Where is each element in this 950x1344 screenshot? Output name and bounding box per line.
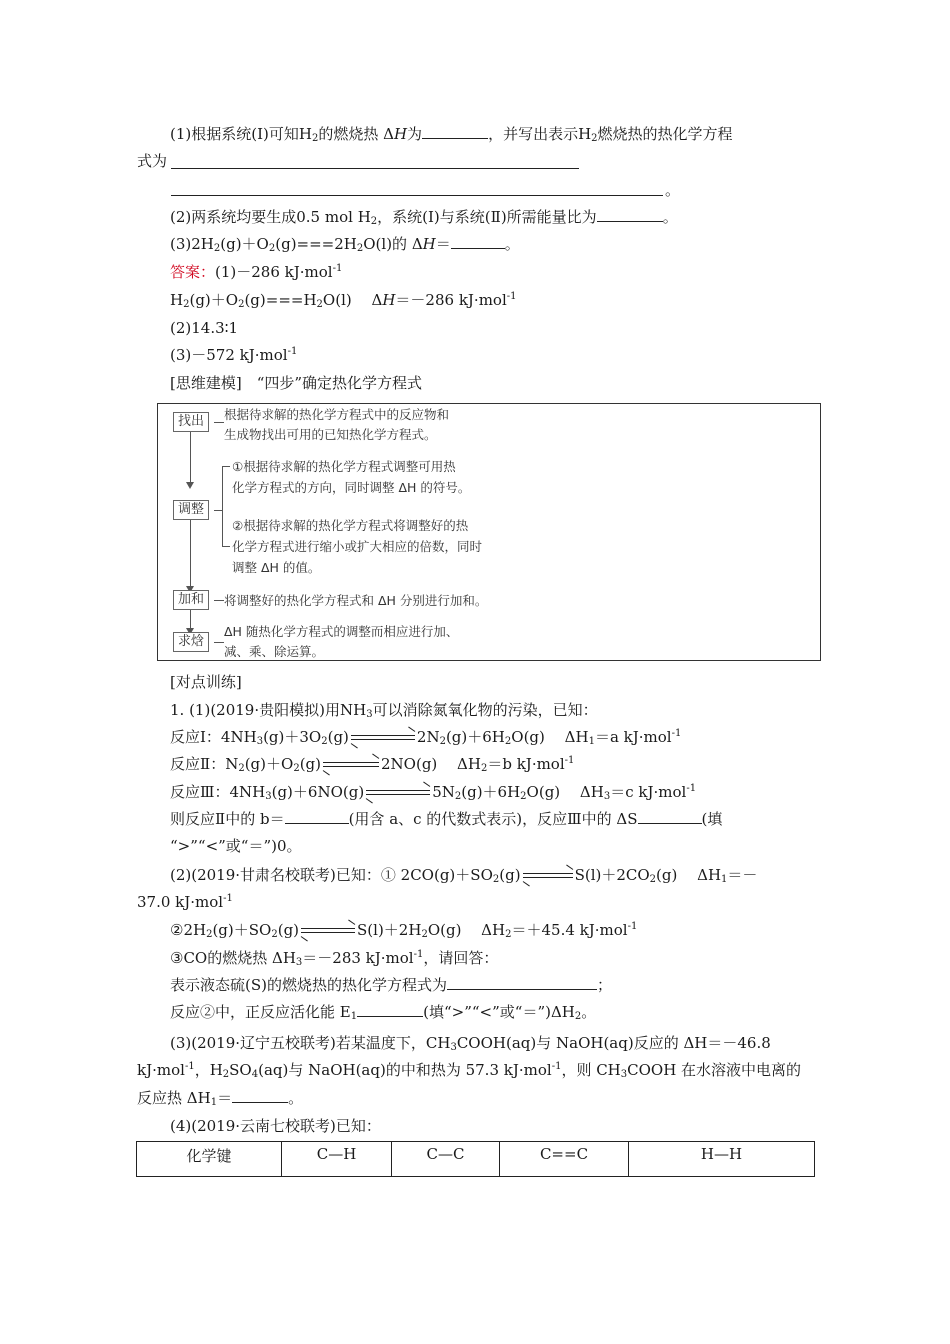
training-heading: [对点训练] <box>170 673 242 691</box>
answer-1-equation: $H_2(g)+O_2(g)===H_2O(l)$ ΔH＝－286 kJ·mol$^{-1}$ <box>170 291 517 310</box>
answer-blank[interactable] <box>597 207 663 222</box>
answer-blank[interactable] <box>285 809 349 824</box>
step-adjust-text-1: ①根据待求解的热化学方程式调整可用热 <box>232 459 456 474</box>
answer-1: 答案：(1)－286 kJ·mol$^{-1}$ <box>170 263 343 281</box>
answer-blank[interactable] <box>357 1002 423 1017</box>
table-row <box>137 1142 815 1177</box>
answer-blank[interactable] <box>451 234 505 249</box>
question-1-line-1: (1)根据系统(Ⅰ)可知$H_2$的燃烧热 ΔH为 ，并写出表示$H_2$燃烧热的热化学方程 <box>170 125 733 144</box>
step-find-box: 找出 <box>173 412 209 432</box>
reversible-arrow-icon <box>323 760 379 770</box>
answer-blank[interactable] <box>422 124 488 139</box>
answer-blank[interactable] <box>232 1088 288 1103</box>
reaction-2: 反应Ⅱ：$N_2(g)+O_2(g)$ 2NO(g) $\Delta H_2=b$ kJ·mol$^{-1}$ <box>170 755 575 774</box>
step-enthalpy-text-2: 减、乘、除运算。 <box>224 644 325 659</box>
four-step-flowchart <box>157 403 821 661</box>
reversible-arrow-icon <box>366 788 430 798</box>
model-heading: [思维建模] “四步”确定热化学方程式 <box>170 374 423 392</box>
table-header-cell: C—H <box>282 1142 392 1177</box>
reversible-arrow-icon <box>523 871 573 881</box>
problem-3-line-2: kJ·mol$^{-1}$，$H_2SO_4(aq)$与 NaOH(aq)的中和热为 57.3 kJ·mol$^{-1}$，则 $CH_3COOH$ 在水溶液中电离的 <box>137 1061 802 1080</box>
table-header-cell: C—C <box>392 1142 500 1177</box>
problem-1-question-line-2: “>”“<”或“＝”)0。 <box>170 837 302 855</box>
answer-blank-line[interactable] <box>171 168 579 169</box>
period: 。 <box>665 181 681 199</box>
problem-2-intro-line-2: 37.0 kJ·mol$^{-1}$ <box>137 893 233 911</box>
step-adjust-text-4: 化学方程式进行缩小或扩大相应的倍数，同时 <box>232 539 483 554</box>
problem-2-intro: (2)(2019·甘肃名校联考)已知：① $2CO(g)+SO_2(g)$ $S(l)+2CO_2(g)$ $\Delta H_1=-$ <box>170 866 758 885</box>
table-header-cell: H—H <box>629 1142 815 1177</box>
problem-1-intro: 1. (1)(2019·贵阳模拟)用$NH_3$可以消除氮氧化物的污染，已知： <box>170 701 598 720</box>
answer-blank[interactable] <box>638 809 702 824</box>
step-enthalpy-text-1: ΔH 随热化学方程式的调整而相应进行加、 <box>224 624 459 639</box>
answer-label: 答案： <box>170 263 216 281</box>
answer-3: (3)－572 kJ·mol$^{-1}$ <box>170 346 298 364</box>
step-adjust-text-2: 化学方程式的方向，同时调整 ΔH 的符号。 <box>232 480 471 495</box>
step-sum-text: 将调整好的热化学方程式和 ΔH 分别进行加和。 <box>224 593 488 608</box>
table-header-cell: 化学键 <box>137 1142 282 1177</box>
bond-energy-table <box>136 1141 815 1177</box>
reversible-arrow-icon <box>351 733 415 743</box>
step-enthalpy-box: 求焓 <box>173 632 209 652</box>
problem-4-intro: (4)(2019·云南七校联考)已知： <box>170 1117 381 1135</box>
step-adjust-box: 调整 <box>173 500 209 520</box>
table-header-cell: C==C <box>500 1142 629 1177</box>
answer-blank-line[interactable] <box>171 195 663 196</box>
step-find-text-2: 生成物找出可用的已知热化学方程式。 <box>224 427 437 442</box>
problem-2-question-1: 表示液态硫(S)的燃烧热的热化学方程式为 ； <box>170 976 612 994</box>
step-adjust-text-3: ②根据待求解的热化学方程式将调整好的热 <box>232 518 469 533</box>
reaction-1: 反应Ⅰ：$4NH_3(g)+3O_2(g)$ $2N_2(g)+6H_2O(g)$ $\Delta H_1=a$ kJ·mol$^{-1}$ <box>170 728 682 747</box>
problem-3-line-3: 反应热 $\Delta H_1=$ 。 <box>137 1089 304 1108</box>
problem-3-line-1: (3)(2019·辽宁五校联考)若某温度下，$CH_3COOH(aq)$与 NaOH(aq)反应的 ΔH＝－46.8 <box>170 1034 771 1053</box>
step-sum-box: 加和 <box>173 590 209 610</box>
question-1-line-2: 式为 <box>137 152 168 170</box>
step-find-text-1: 根据待求解的热化学方程式中的反应物和 <box>224 407 450 422</box>
question-3: $(3)2H_2(g)+O_2(g)===2H_2O(l)$的 ΔH＝ 。 <box>170 235 520 254</box>
problem-2-question-2: 反应②中，正反应活化能 $E_1$ (填“>”“<”或“$=”)\Delta H_2$。 <box>170 1003 597 1022</box>
answer-2: (2)14.3∶1 <box>170 319 239 337</box>
step-adjust-text-5: 调整 ΔH 的值。 <box>232 560 321 575</box>
problem-2-reaction-3: ③CO的燃烧热 $\Delta H_3=-283$ kJ·mol$^{-1}$，请回答： <box>170 949 499 968</box>
reaction-3: 反应Ⅲ：$4NH_3(g)+6NO(g)$ $5N_2(g)+6H_2O(g)$ $\Delta H_3=c$ kJ·mol$^{-1}$ <box>170 783 697 802</box>
reversible-arrow-icon <box>301 926 355 936</box>
problem-1-question: 则反应Ⅱ中的 b＝ (用含 a、c 的代数式表示)，反应Ⅲ中的 ΔS (填 <box>170 810 723 828</box>
answer-blank[interactable] <box>447 975 597 990</box>
question-2: (2)两系统均要生成0.5 mol $H_2$，系统(Ⅰ)与系统(Ⅱ)所需能量比为 。 <box>170 208 678 227</box>
problem-2-reaction-2: $②2H_2(g)+SO_2(g)$ $S(l)+2H_2O(g)$ $\Delta H_2=+45.4$ kJ·mol$^{-1}$ <box>170 921 638 940</box>
